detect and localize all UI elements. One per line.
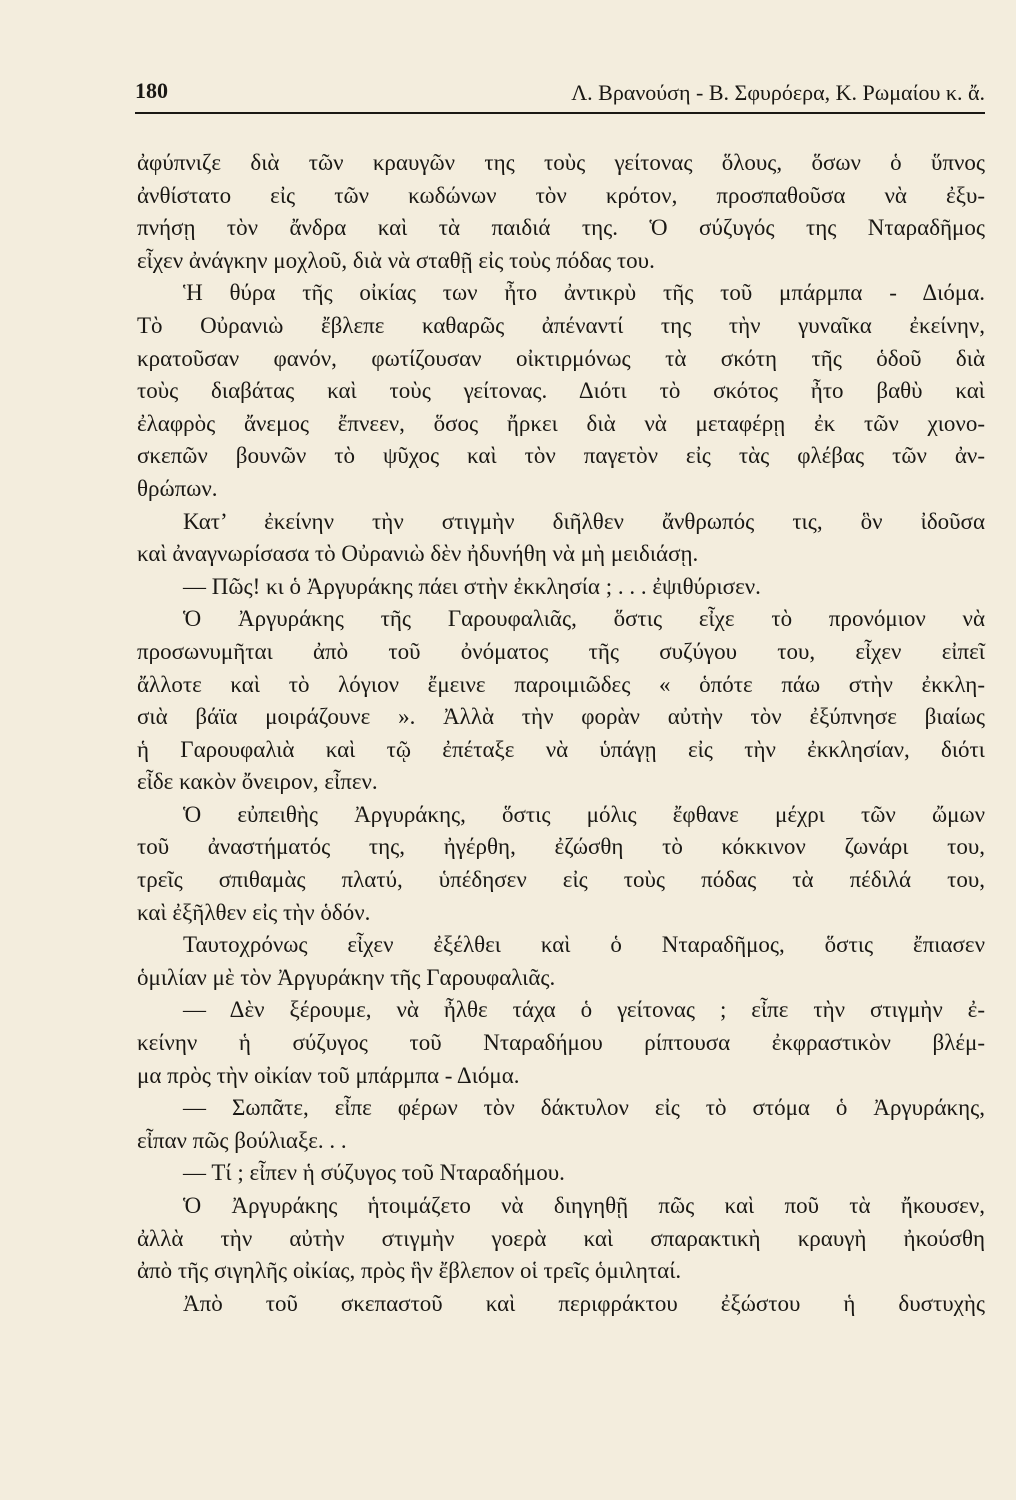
text-line: — Τί ; εἶπεν ἡ σύζυγος τοῦ Νταραδήμου. — [183, 1160, 565, 1186]
text-line: ἀφύπνιζε διὰ τῶν κραυγῶν της τοὺς γείτονας ὅλους, ὅσων ὁ ὕπνος — [137, 150, 985, 175]
page-header — [135, 70, 985, 114]
body-text — [137, 147, 985, 1320]
text-line: θρώπων. — [137, 475, 218, 501]
paragraph — [137, 1157, 985, 1190]
text-line: Ταυτοχρόνως εἶχεν ἐξέλθει καὶ ὁ Νταραδῆμος, ὅστις ἔπιασεν — [183, 932, 985, 958]
text-line: εἶδε κακὸν ὄνειρον, εἶπεν. — [137, 769, 378, 795]
text-line: καὶ ἐξῆλθεν εἰς τὴν ὁδόν. — [137, 899, 371, 925]
text-line: Ὁ Ἀργυράκης ἡτοιμάζετο νὰ διηγηθῇ πῶς καὶ ποῦ τὰ ἤκουσεν, — [183, 1193, 985, 1218]
text-line: πνήσῃ τὸν ἄνδρα καὶ τὰ παιδιά της. Ὁ σύζυγός της Νταραδῆμος — [137, 215, 985, 241]
text-line: τοὺς διαβάτας καὶ τοὺς γείτονας. Διότι τὸ σκότος ἦτο βαθὺ καὶ — [137, 378, 985, 404]
page-number: 180 — [135, 78, 168, 103]
text-line: Κατ’ ἐκείνην τὴν στιγμὴν διῆλθεν ἄνθρωπός τις, ὃν ἰδοῦσα — [183, 508, 985, 534]
text-line: σκεπῶν βουνῶν τὸ ψῦχος καὶ τὸν παγετὸν εἰς τὰς φλέβας τῶν ἀν- — [137, 443, 985, 469]
text-line: ἐλαφρὸς ἄνεμος ἔπνεεν, ὅσος ἤρκει διὰ νὰ μεταφέρῃ ἐκ τῶν χιονο- — [137, 410, 985, 436]
paragraph — [137, 929, 985, 994]
text-line: τοῦ ἀναστήματός της, ἠγέρθη, ἐζώσθη τὸ κόκκινον ζωνάρι του, — [137, 834, 985, 860]
text-line: μα πρὸς τὴν οἰκίαν τοῦ μπάρμπα - Διόμα. — [137, 1062, 520, 1088]
text-line: ἄλλοτε καὶ τὸ λόγιον ἔμεινε παροιμιῶδες « ὁπότε πάω στὴν ἐκκλη- — [137, 671, 985, 697]
paragraph — [137, 506, 985, 571]
paragraph — [137, 799, 985, 929]
text-line: — Σωπᾶτε, εἶπε φέρων τὸν δάκτυλον εἰς τὸ στόμα ὁ Ἀργυράκης, — [183, 1095, 985, 1121]
text-line: κείνην ἡ σύζυγος τοῦ Νταραδήμου ρίπτουσα ἐκφραστικὸν βλέμ- — [137, 1030, 985, 1056]
paragraph — [137, 147, 985, 277]
text-line: Τὸ Οὐρανιὼ ἔβλεπε καθαρῶς ἀπέναντί της τὴν γυναῖκα ἐκείνην, — [137, 312, 985, 338]
text-line: εἶπαν πῶς βούλιαξε. . . — [137, 1127, 347, 1153]
paragraph — [137, 603, 985, 799]
text-line: προσωνυμῆται ἀπὸ τοῦ ὀνόματος τῆς συζύγου του, εἶχεν εἰπεῖ — [137, 638, 985, 664]
text-line: τρεῖς σπιθαμὰς πλατύ, ὑπέδησεν εἰς τοὺς πόδας τὰ πέδιλά του, — [137, 867, 985, 893]
text-line: Ἀπὸ τοῦ σκεπαστοῦ καὶ περιφράκτου ἐξώστου ἡ δυστυχὴς — [183, 1290, 985, 1316]
text-line: Ὁ Ἀργυράκης τῆς Γαρουφαλιᾶς, ὅστις εἶχε τὸ προνόμιον νὰ — [183, 606, 985, 632]
paragraph — [137, 1190, 985, 1288]
text-line: ἡ Γαρουφαλιὰ καὶ τῷ ἐπέταξε νὰ ὑπάγῃ εἰς τὴν ἐκκλησίαν, διότι — [137, 736, 985, 762]
header-rule — [135, 112, 985, 114]
text-line: εἶχεν ἀνάγκην μοχλοῦ, διὰ νὰ σταθῇ εἰς τοὺς πόδας του. — [137, 247, 655, 273]
text-line: ἀλλὰ τὴν αὐτὴν στιγμὴν γοερὰ καὶ σπαρακτικὴ κραυγὴ ἠκούσθη — [137, 1225, 985, 1251]
text-line: ἀνθίστατο εἰς τῶν κωδώνων τὸν κρότον, προσπαθοῦσα νὰ ἐξυ- — [137, 182, 985, 208]
text-line: σιὰ βάϊα μοιράζουνε ». Ἀλλὰ τὴν φορὰν αὐτὴν τὸν ἐξύπνησε βιαίως — [137, 704, 985, 730]
paragraph — [137, 1288, 985, 1321]
paragraph — [137, 1092, 985, 1157]
text-line: καὶ ἀναγνωρίσασα τὸ Οὐρανιὼ δὲν ἠδυνήθη νὰ μὴ μειδιάσῃ. — [137, 541, 699, 567]
text-line: κρατοῦσαν φανόν, φωτίζουσαν οἰκτιρμόνως τὰ σκότη τῆς ὁδοῦ διὰ — [137, 345, 985, 371]
text-line: ἀπὸ τῆς σιγηλῆς οἰκίας, πρὸς ἣν ἔβλεπον οἱ τρεῖς ὁμιληταί. — [137, 1258, 682, 1284]
text-line: — Πῶς! κι ὁ Ἀργυράκης πάει στὴν ἐκκλησία ; . . . ἐψιθύρισεν. — [183, 573, 761, 599]
paragraph — [137, 994, 985, 1092]
text-line: — Δὲν ξέρουμε, νὰ ἦλθε τάχα ὁ γείτονας ; εἶπε τὴν στιγμὴν ἐ- — [183, 997, 985, 1023]
text-line: Ἡ θύρα τῆς οἰκίας των ἦτο ἀντικρὺ τῆς τοῦ μπάρμπα - Διόμα. — [183, 280, 985, 306]
paragraph — [137, 277, 985, 505]
text-line: Ὁ εὐπειθὴς Ἀργυράκης, ὅστις μόλις ἔφθανε μέχρι τῶν ὤμων — [183, 801, 985, 827]
text-line: ὁμιλίαν μὲ τὸν Ἀργυράκην τῆς Γαρουφαλιᾶς. — [137, 964, 556, 990]
paragraph — [137, 571, 985, 604]
running-head: Λ. Βρανούση - Β. Σφυρόερα, Κ. Ρωμαίου κ. ἄ. — [571, 80, 985, 105]
